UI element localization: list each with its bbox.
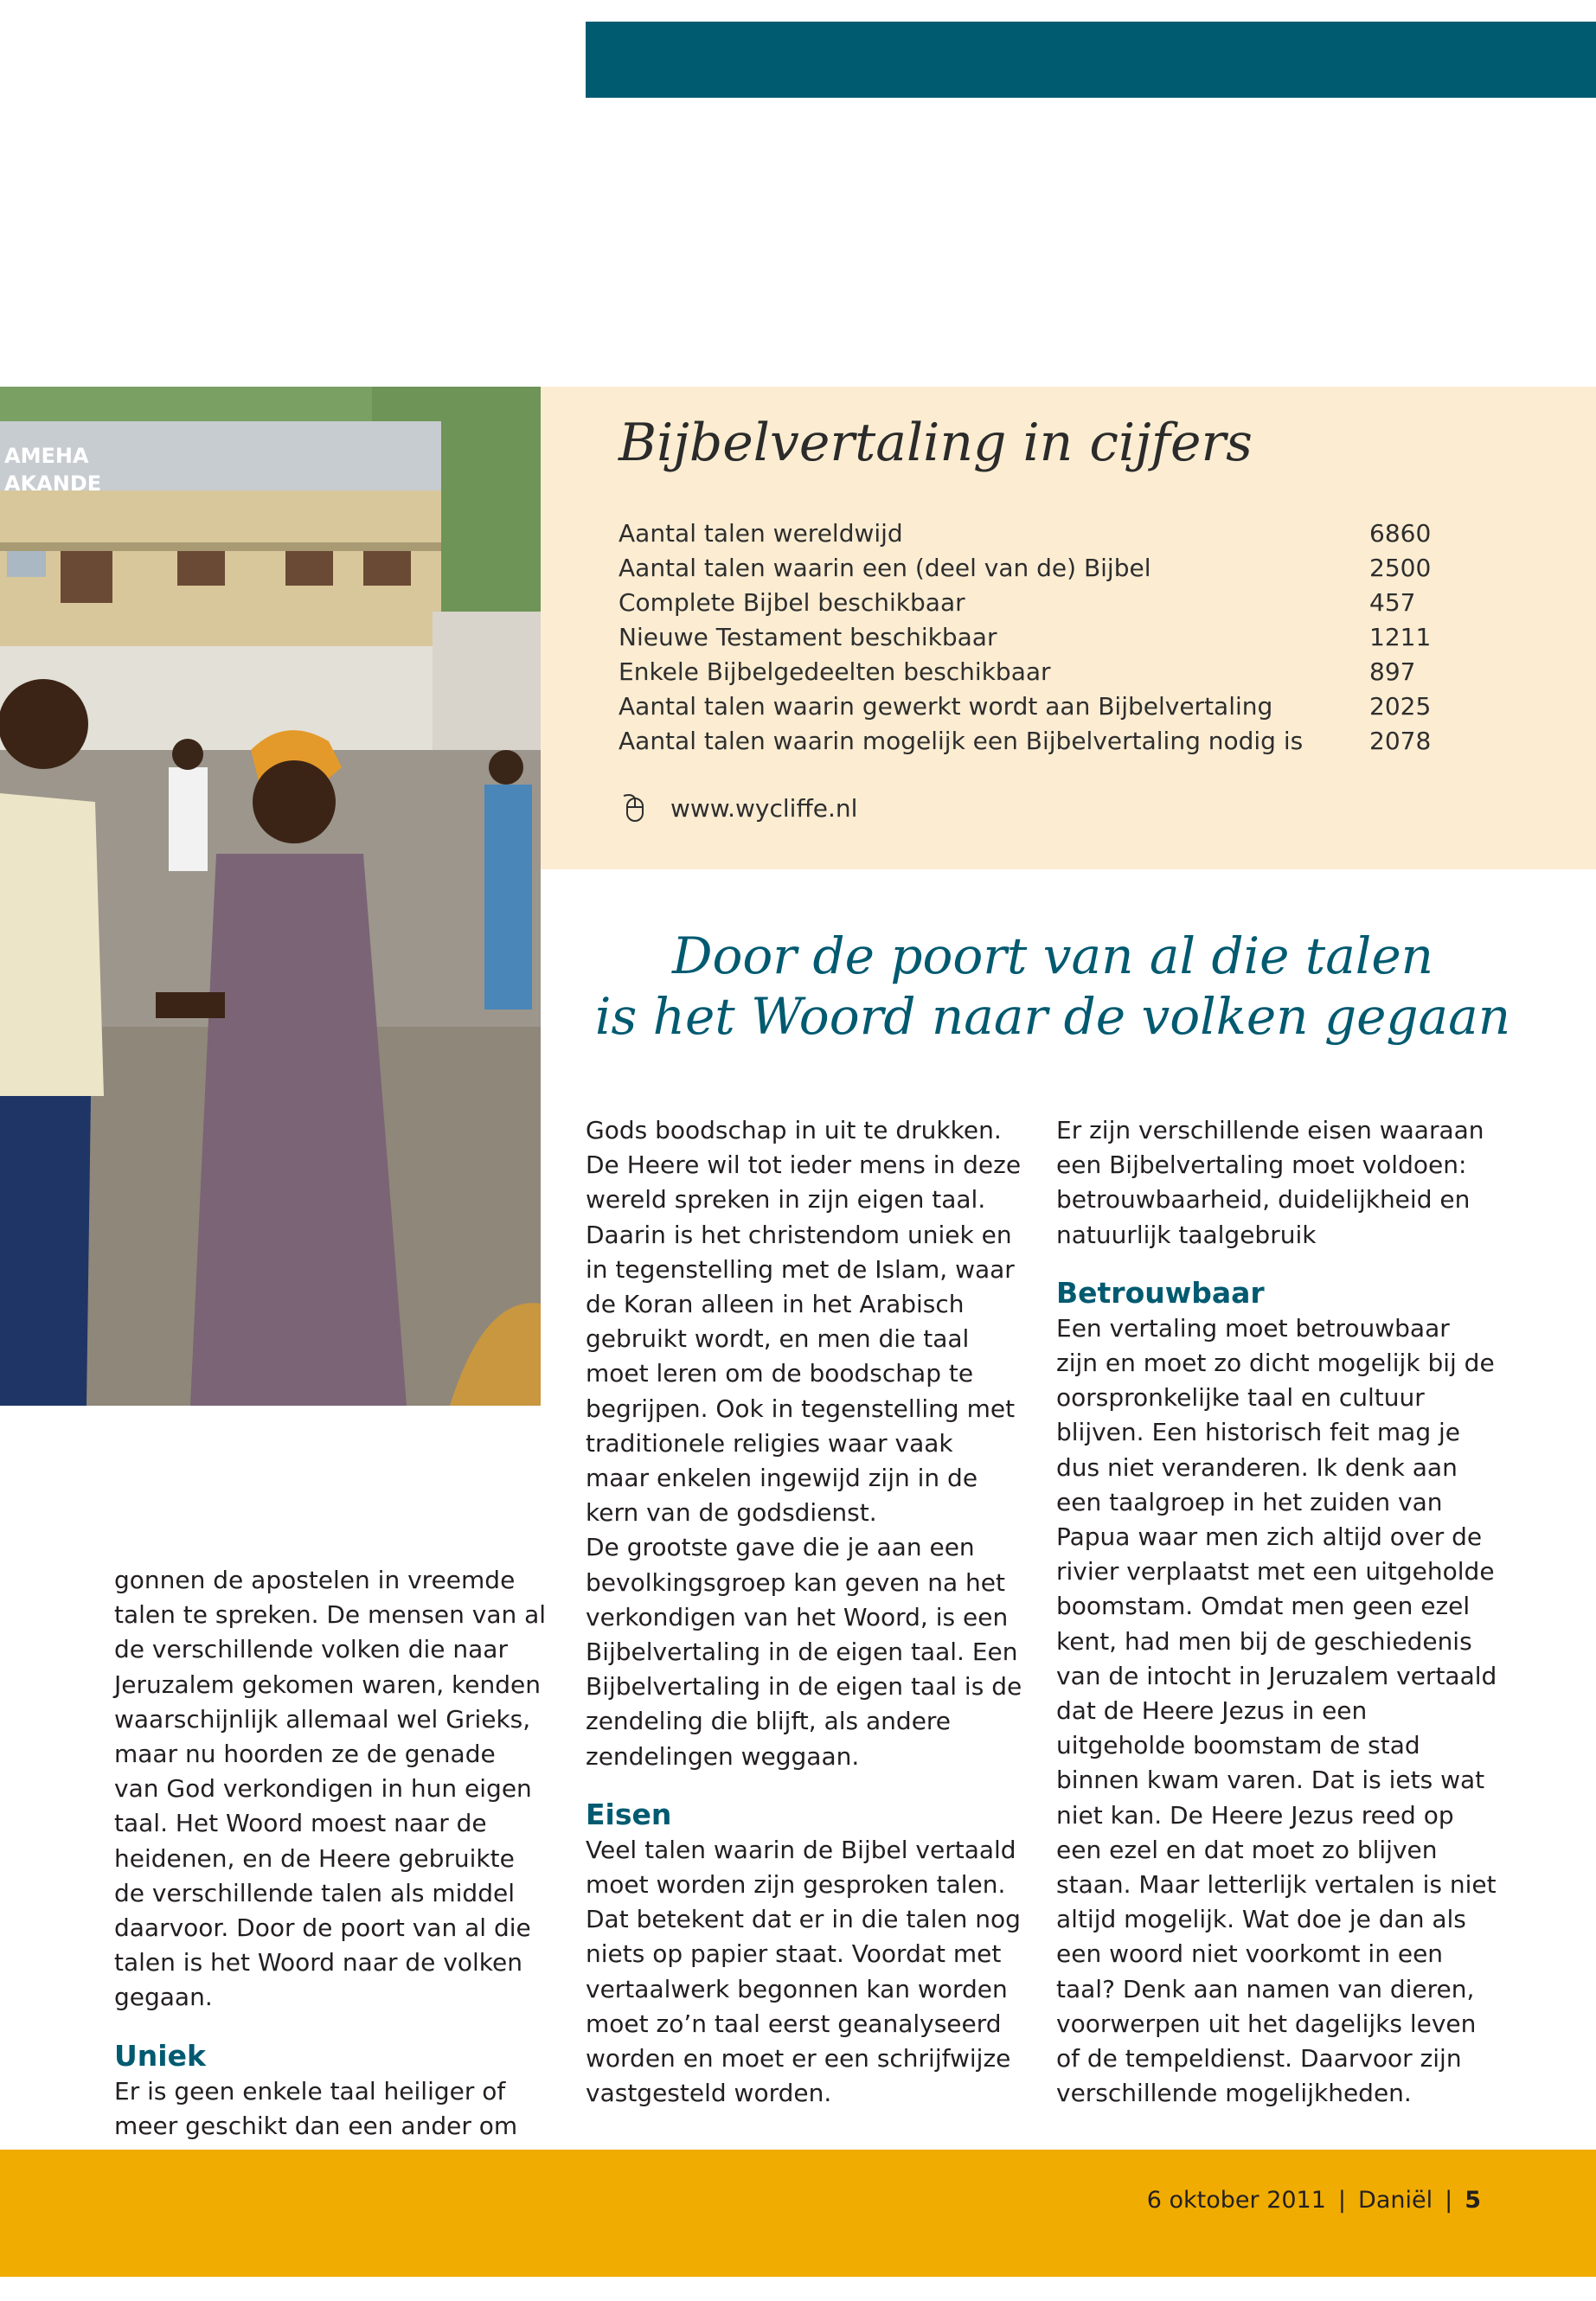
website-link[interactable]: [619, 793, 857, 823]
article-column-3: [1056, 1113, 1497, 2111]
statistics-label: Aantal talen wereldwijd: [619, 519, 903, 548]
statistics-label: Complete Bijbel beschikbaar: [619, 588, 965, 617]
statistics-row: [619, 516, 1432, 551]
page-footer: [0, 2150, 1596, 2277]
article-column-1: [114, 1563, 547, 2144]
paragraph: Veel talen waarin de Bijbel vertaald moet worden zijn gesproken talen. Dat betekent dat er in die talen nog niets op papier staat. Voordat met vertaalwerk begonnen kan worden moet zo’n taal eerst geanalyseerd worden en moet er een schrijfwijze vastgesteld worden.: [586, 1835, 1021, 2108]
mouse-icon: [619, 793, 648, 823]
statistics-label: Aantal talen waarin gewerkt wordt aan Bijbelvertaling: [619, 692, 1273, 721]
section-heading-betrouwbaar: Betrouwbaar: [1056, 1275, 1265, 1310]
statistics-value: 457: [1369, 588, 1416, 617]
sign-text-line2: AKANDE: [4, 471, 102, 496]
statistics-label: Aantal talen waarin een (deel van de) Bijbel: [619, 554, 1151, 582]
statistics-row: [619, 620, 1432, 655]
headline-line1: Door de poort van al die talen: [671, 926, 1434, 985]
article-column-2: [586, 1113, 1022, 2111]
paragraph: gonnen de apostelen in vreemde talen te spreken. De mensen van al de verschillende volken die naar Jeruzalem gekomen waren, kenden waarschijnlijk allemaal wel Grieks, maar nu hoorden ze de genade van God verkondigen in hun eigen taal. Het Woord moest naar de heidenen, en de Heere gebruikte de verschillende talen als middel daarvoor. Door de poort van al die talen is het Woord naar de volken gegaan.: [114, 1566, 547, 2012]
paragraph: Er zijn verschillende eisen waaraan een Bijbelvertaling moet voldoen: betrouwbaarheid, duidelijkheid en natuurlijk taalgebruik: [1056, 1116, 1484, 1249]
headline-line2: is het Woord naar de volken gegaan: [594, 987, 1511, 1046]
statistics-label: Nieuwe Testament beschikbaar: [619, 623, 997, 651]
street-photo: [0, 387, 541, 1406]
statistics-row: [619, 551, 1432, 586]
statistics-value: 2078: [1369, 727, 1432, 755]
website-url[interactable]: www.wycliffe.nl: [670, 793, 858, 823]
section-heading-uniek: Uniek: [114, 2038, 206, 2073]
paragraph: De grootste gave die je aan een bevolkingsgroep kan geven na het verkondigen van het Woord, is een Bijbelvertaling in de eigen taal. Een Bijbelvertaling in de eigen taal is de zendeling die blijft, als andere zendelingen weggaan.: [586, 1533, 1022, 1771]
statistics-label: Enkele Bijbelgedeelten beschikbaar: [619, 657, 1051, 686]
paragraph: Een vertaling moet betrouwbaar zijn en moet zo dicht mogelijk bij de oorspronkelijke taal en cultuur blijven. Een historisch feit mag je dus niet veranderen. Ik denk aan een taalgroep in het zuiden van Papua waar men zich altijd over de rivier verplaatst met een uitgeholde boomstam. Omdat men geen ezel kent, had men bij de geschiedenis van de intocht in Jeruzalem vertaald dat de Heere Jezus in een uitgeholde boomstam de stad binnen kwam varen. Dat is iets wat niet kan. De Heere Jezus reed op een ezel en dat moet zo blijven staan. Maar letterlijk vertalen is niet altijd mogelijk. Wat doe je dan als een woord niet voorkomt in een taal? Denk aan namen van dieren, voorwerpen uit het dagelijks leven of de tempeldienst. Daarvoor zijn verschillende mogelijkheden.: [1056, 1313, 1497, 2108]
statistics-value: 1211: [1369, 623, 1432, 651]
statistics-label: Aantal talen waarin mogelijk een Bijbelvertaling nodig is: [619, 727, 1304, 755]
statistics-title: Bijbelvertaling in cijfers: [619, 413, 1253, 473]
paragraph: Er is geen enkele taal heiliger of meer geschikt dan een ander om: [114, 2076, 518, 2140]
statistics-row: [619, 689, 1432, 724]
paragraph: Gods boodschap in uit te drukken. De Heere wil tot ieder mens in deze wereld spreken in zijn eigen taal. Daarin is het christendom uniek en in tegenstelling met de Islam, waar de Koran alleen in het Arabisch gebruikt wordt, en men die taal moet leren om de boodschap te begrijpen. Ook in tegenstelling met traditionele religies waar vaak maar enkelen ingewijd zijn in de kern van de godsdienst.: [586, 1116, 1022, 1528]
statistics-value: 2025: [1369, 692, 1432, 721]
statistics-value: 6860: [1369, 519, 1432, 548]
top-accent-bar: [586, 22, 1596, 98]
statistics-value: 2500: [1369, 554, 1432, 582]
page-number: 5: [1465, 2187, 1481, 2214]
section-heading-eisen: Eisen: [586, 1797, 672, 1831]
statistics-row: [619, 724, 1432, 759]
footer-publication: Daniël: [1358, 2187, 1433, 2214]
footer-info: 6 oktober 2011 | Daniël | 5: [1146, 2187, 1481, 2214]
article-headline: [586, 926, 1520, 1047]
statistics-box: [541, 387, 1596, 869]
sign-text-line1: AMEHA: [4, 444, 89, 468]
statistics-table: [619, 516, 1432, 759]
statistics-value: 897: [1369, 657, 1416, 686]
statistics-row: [619, 655, 1425, 689]
footer-date: 6 oktober 2011: [1146, 2187, 1326, 2214]
statistics-row: [619, 586, 1425, 620]
